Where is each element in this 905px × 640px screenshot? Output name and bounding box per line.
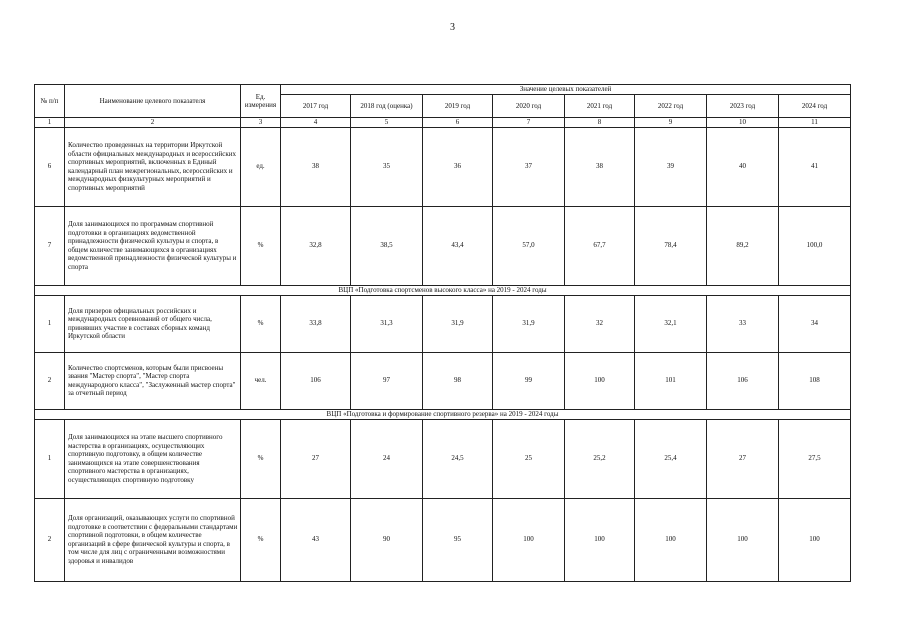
header-year-2022: 2022 год [635,95,707,118]
value-cell: 27,5 [779,419,851,498]
value-cell: 100 [779,498,851,581]
table-row [35,352,851,409]
value-cell: 27 [281,419,351,498]
value-cell: 99 [493,352,565,409]
indicators-table [34,84,851,582]
value-cell: 31,9 [493,295,565,352]
page-number: 3 [450,22,455,33]
header-year-2020: 2020 год [493,95,565,118]
value-cell: 100 [707,498,779,581]
value-cell: 97 [351,352,423,409]
row-number: 1 [35,295,65,352]
row-number: 7 [35,206,65,285]
column-index: 6 [423,118,493,128]
column-index-row [35,118,851,128]
value-cell: 38 [281,127,351,206]
value-cell: 43,4 [423,206,493,285]
value-cell: 36 [423,127,493,206]
value-cell: 57,0 [493,206,565,285]
indicator-name: Доля занимающихся на этапе высшего спортивного мастерства в организациях, осуществляющих спортивную подготовку, в общем количестве занимающихся на этапе совершенствования спортивного мастерства в организациях, осуществляющих спортивную подготовку [65,419,241,498]
column-index: 11 [779,118,851,128]
value-cell: 32,8 [281,206,351,285]
value-cell: 33 [707,295,779,352]
value-cell: 25 [493,419,565,498]
value-cell: 32 [565,295,635,352]
column-index: 7 [493,118,565,128]
value-cell: 34 [779,295,851,352]
value-cell: 95 [423,498,493,581]
value-cell: 108 [779,352,851,409]
value-cell: 24,5 [423,419,493,498]
section-row [35,285,851,295]
row-number: 1 [35,419,65,498]
header-unit: Ед. измерения [241,85,281,118]
value-cell: 100 [635,498,707,581]
column-index: 10 [707,118,779,128]
row-number: 6 [35,127,65,206]
column-index: 3 [241,118,281,128]
value-cell: 78,4 [635,206,707,285]
value-cell: 101 [635,352,707,409]
value-cell: 35 [351,127,423,206]
indicators-table-wrapper [34,84,850,582]
value-cell: 24 [351,419,423,498]
value-cell: 31,9 [423,295,493,352]
indicator-name: Доля организаций, оказывающих услуги по спортивной подготовке в соответствии с федеральными стандартами спортивной подготовки, в общем количестве организаций в сфере физической культуры и спорта, в том числе для лиц с ограниченными возможностями здоровья и инвалидов [65,498,241,581]
section-title: ВЦП «Подготовка спортсменов высокого класса» на 2019 - 2024 годы [35,285,851,295]
value-cell: 100 [565,498,635,581]
header-year-2019: 2019 год [423,95,493,118]
indicator-name: Количество спортсменов, которым были присвоены звания "Мастер спорта", "Мастер спорта международного класса", "Заслуженный мастер спорта" за отчетный период [65,352,241,409]
header-year-2021: 2021 год [565,95,635,118]
header-year-2023: 2023 год [707,95,779,118]
value-cell: 40 [707,127,779,206]
value-cell: 100 [493,498,565,581]
table-row [35,295,851,352]
value-cell: 37 [493,127,565,206]
value-cell: 33,8 [281,295,351,352]
header-year-2018: 2018 год (оценка) [351,95,423,118]
value-cell: 67,7 [565,206,635,285]
indicator-unit: % [241,419,281,498]
value-cell: 90 [351,498,423,581]
value-cell: 38,5 [351,206,423,285]
value-cell: 100 [565,352,635,409]
column-index: 9 [635,118,707,128]
indicator-unit: ед. [241,127,281,206]
value-cell: 25,2 [565,419,635,498]
value-cell: 25,4 [635,419,707,498]
indicator-name: Доля занимающихся по программам спортивной подготовки в организациях ведомственной принадлежности физической культуры и спорта, в общем количестве занимающихся в организациях ведомственной принадлежности физической культуры и спорта [65,206,241,285]
indicator-unit: % [241,498,281,581]
column-index: 4 [281,118,351,128]
table-row [35,498,851,581]
row-number: 2 [35,498,65,581]
indicator-unit: чел. [241,352,281,409]
value-cell: 31,3 [351,295,423,352]
value-cell: 89,2 [707,206,779,285]
row-number: 2 [35,352,65,409]
header-year-2024: 2024 год [779,95,851,118]
column-index: 5 [351,118,423,128]
header-name: Наименование целевого показателя [65,85,241,118]
table-row [35,206,851,285]
section-row [35,409,851,419]
value-cell: 43 [281,498,351,581]
section-title: ВЦП «Подготовка и формирование спортивного резерва» на 2019 - 2024 годы [35,409,851,419]
value-cell: 106 [707,352,779,409]
table-row [35,127,851,206]
value-cell: 106 [281,352,351,409]
value-cell: 98 [423,352,493,409]
indicator-unit: % [241,295,281,352]
value-cell: 39 [635,127,707,206]
indicator-name: Количество проведенных на территории Иркутской области официальных международных и всероссийских спортивных мероприятий, включенных в Единый календарный план межрегиональных, всероссийских и международных физкультурных мероприятий и спортивных мероприятий [65,127,241,206]
indicator-name: Доля призеров официальных российских и международных соревнований от общего числа, принявших участие в составах сборных команд Иркутской области [65,295,241,352]
value-cell: 27 [707,419,779,498]
column-index: 1 [35,118,65,128]
header-row-1 [35,85,851,95]
indicator-unit: % [241,206,281,285]
value-cell: 100,0 [779,206,851,285]
table-row [35,419,851,498]
header-year-2017: 2017 год [281,95,351,118]
value-cell: 41 [779,127,851,206]
value-cell: 32,1 [635,295,707,352]
column-index: 2 [65,118,241,128]
column-index: 8 [565,118,635,128]
header-values-group: Значение целевых показателей [281,85,851,95]
value-cell: 38 [565,127,635,206]
header-num: № п/п [35,85,65,118]
